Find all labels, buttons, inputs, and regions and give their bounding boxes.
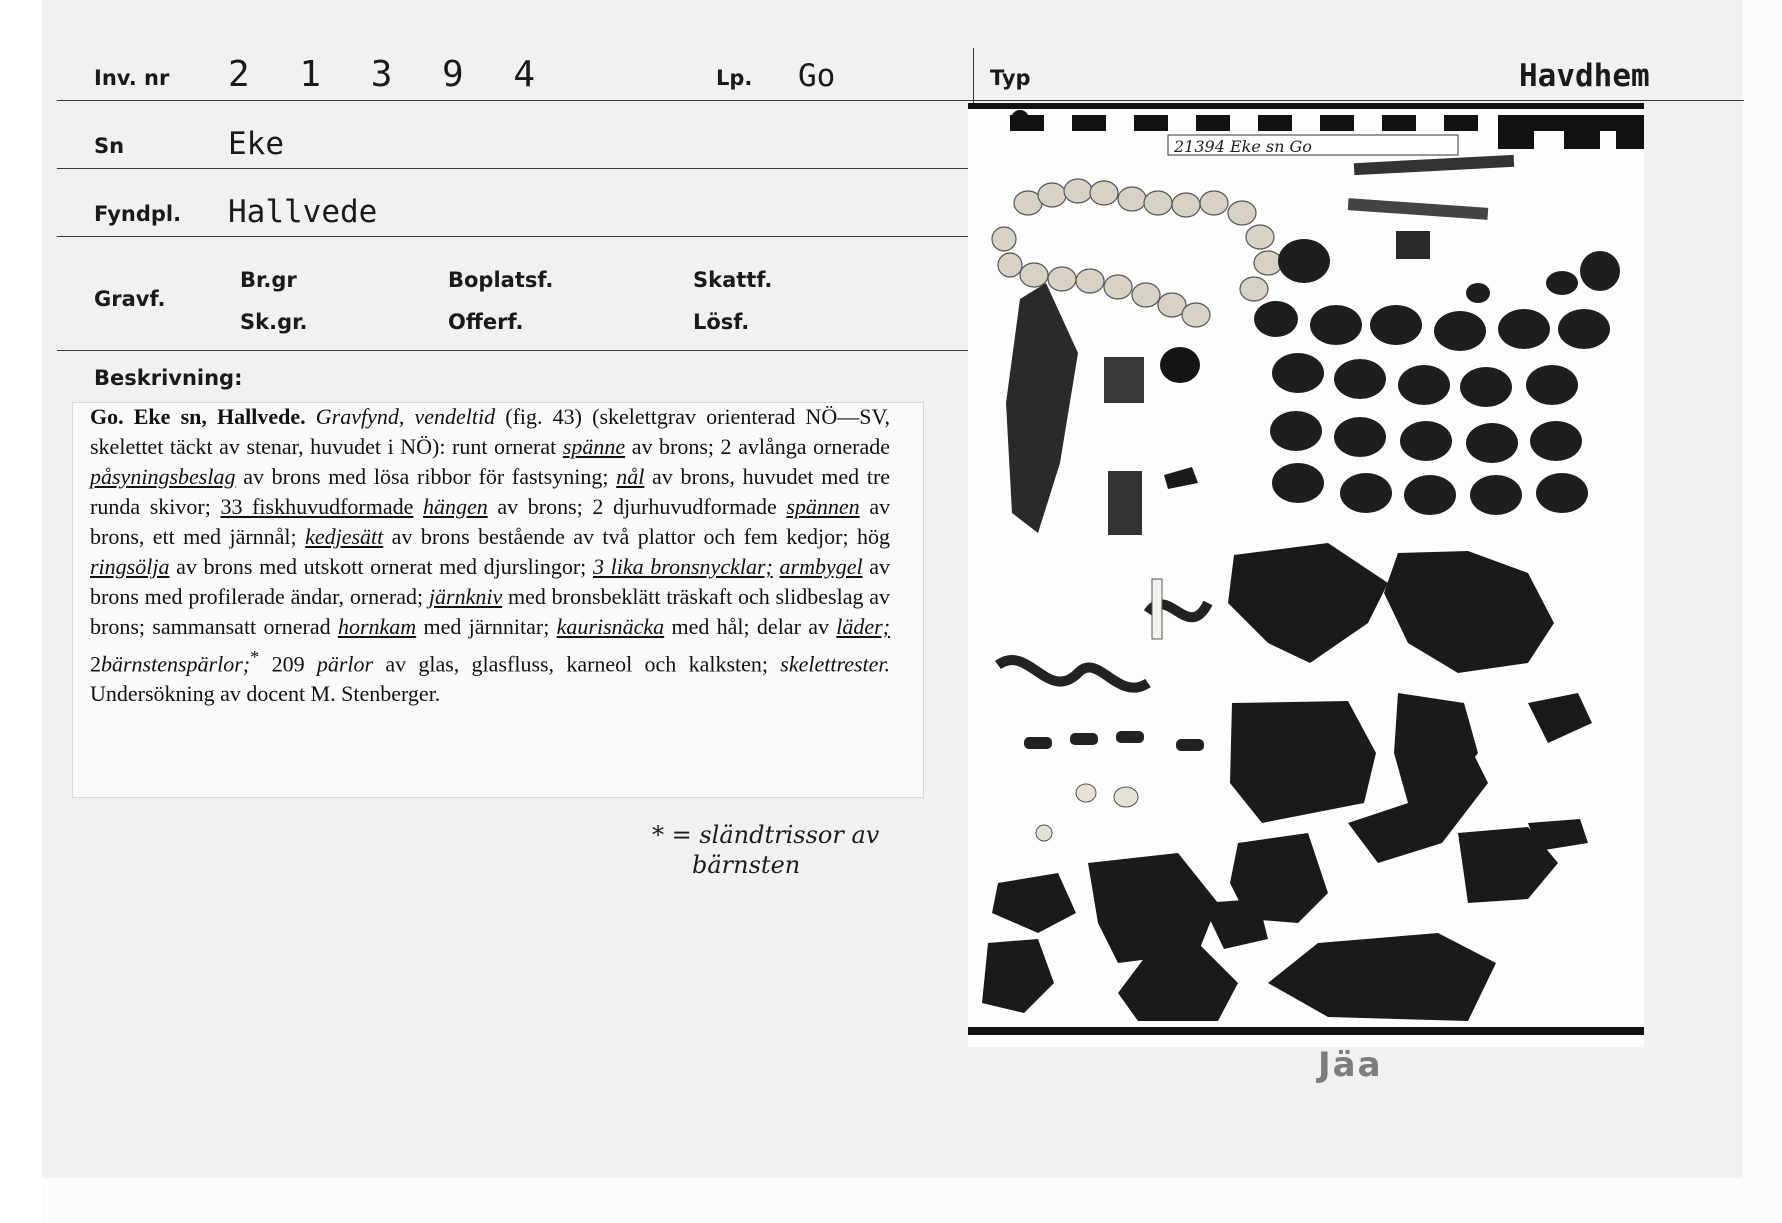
desc-text: av brons med lösa ribbor för fastsyning;: [243, 464, 609, 489]
row-divider: [57, 100, 974, 101]
beskrivning-label: Beskrivning:: [94, 366, 243, 390]
lp-label: Lp.: [716, 66, 753, 90]
desc-text: av brons med utskott ornerat med djurslingor;: [176, 554, 587, 579]
desc-item: skelettrester.: [780, 651, 891, 677]
desc-item: spännen: [786, 494, 860, 519]
card-margin-bottom: [42, 1178, 1742, 1223]
desc-text: med hål; delar av: [671, 614, 829, 639]
desc-item: nål: [616, 464, 645, 489]
gravf-label: Gravf.: [94, 287, 166, 311]
desc-item: bärnstenspärlor;: [101, 651, 251, 677]
desc-text: 2: [90, 651, 101, 677]
skgr-label: Sk.gr.: [240, 310, 308, 334]
desc-item: påsyningsbeslag: [90, 464, 236, 489]
asterisk-mark: *: [250, 647, 260, 667]
skattf-label: Skattf.: [693, 268, 773, 292]
desc-item: läder;: [836, 614, 891, 639]
desc-text: av brons bestående av två plattor och fem kedjor; hög: [391, 524, 891, 549]
fyndpl-value: Hallvede: [228, 194, 378, 230]
desc-item: 33 fiskhuvudformade: [220, 494, 414, 519]
row-divider: [57, 236, 974, 237]
typ-label: Typ: [990, 66, 1031, 90]
handwritten-note-line: * = sländtrissor av: [652, 821, 880, 849]
desc-item: järnkniv: [428, 584, 503, 609]
desc-text: av brons; 2 djurhuvudformade: [497, 494, 777, 519]
desc-lead: Go. Eke sn, Hallvede.: [90, 404, 306, 429]
boplatsf-label: Boplatsf.: [448, 268, 554, 292]
inv-nr-label: Inv. nr: [94, 66, 170, 90]
handwritten-note: [652, 820, 879, 880]
desc-item: kaurisnäcka: [556, 614, 665, 639]
desc-text: Undersökning av docent M. Stenberger.: [90, 681, 441, 707]
handwritten-note-line: bärnsten: [692, 851, 801, 879]
desc-text: av brons; 2 avlånga ornerade: [631, 434, 890, 459]
losf-label: Lösf.: [693, 310, 750, 334]
sn-value: Eke: [228, 126, 284, 162]
inv-nr-value: 2 1 3 9 4: [228, 54, 550, 95]
lp-value: Go: [798, 58, 836, 94]
desc-item: 3 lika bronsnycklar;: [592, 554, 773, 579]
row-divider: [57, 350, 974, 351]
desc-item: pärlor: [316, 651, 374, 677]
desc-text: 209: [271, 651, 305, 677]
desc-item: hängen: [423, 494, 488, 519]
desc-period: Gravfynd, vendeltid: [315, 404, 496, 429]
description-text: [90, 402, 890, 709]
offerf-label: Offerf.: [448, 310, 524, 334]
desc-text: av brons, ett med järnnål;: [90, 494, 891, 549]
brgr-label: Br.gr: [240, 268, 297, 292]
archive-stamp: Jäa: [1318, 1045, 1383, 1085]
desc-item: armbygel: [779, 554, 863, 579]
desc-item: ringsölja: [90, 554, 170, 579]
desc-text: av brons, huvudet med tre runda skivor;: [90, 464, 891, 519]
desc-text: med järnnitar;: [423, 614, 550, 639]
photo-label: 21394 Eke sn Go: [1174, 137, 1312, 156]
row-divider: [57, 168, 974, 169]
desc-text: (fig. 43) (skelettgrav orienterad NÖ—SV, skelettet täckt av stenar, huvudet i NÖ): runt ornerat: [90, 404, 890, 459]
finds-photo-image: [968, 103, 1644, 1047]
fyndpl-label: Fyndpl.: [94, 202, 182, 226]
card-margin: [1742, 0, 1782, 1223]
desc-item: spänne: [562, 434, 626, 459]
column-divider: [973, 48, 974, 110]
desc-text: av brons med profilerade ändar, ornerad;: [90, 554, 891, 609]
desc-text: med bronsbeklätt träskaft och slidbeslag av brons; sammansatt ornerad: [90, 584, 891, 639]
desc-item: kedjesätt: [305, 524, 384, 549]
desc-item: hornkam: [337, 614, 417, 639]
finds-photograph: [968, 103, 1644, 1047]
desc-text: av glas, glasfluss, karneol och kalksten;: [385, 651, 768, 677]
sn-label: Sn: [94, 134, 125, 158]
typ-value: Havdhem: [1519, 58, 1650, 94]
row-divider: [974, 100, 1744, 101]
